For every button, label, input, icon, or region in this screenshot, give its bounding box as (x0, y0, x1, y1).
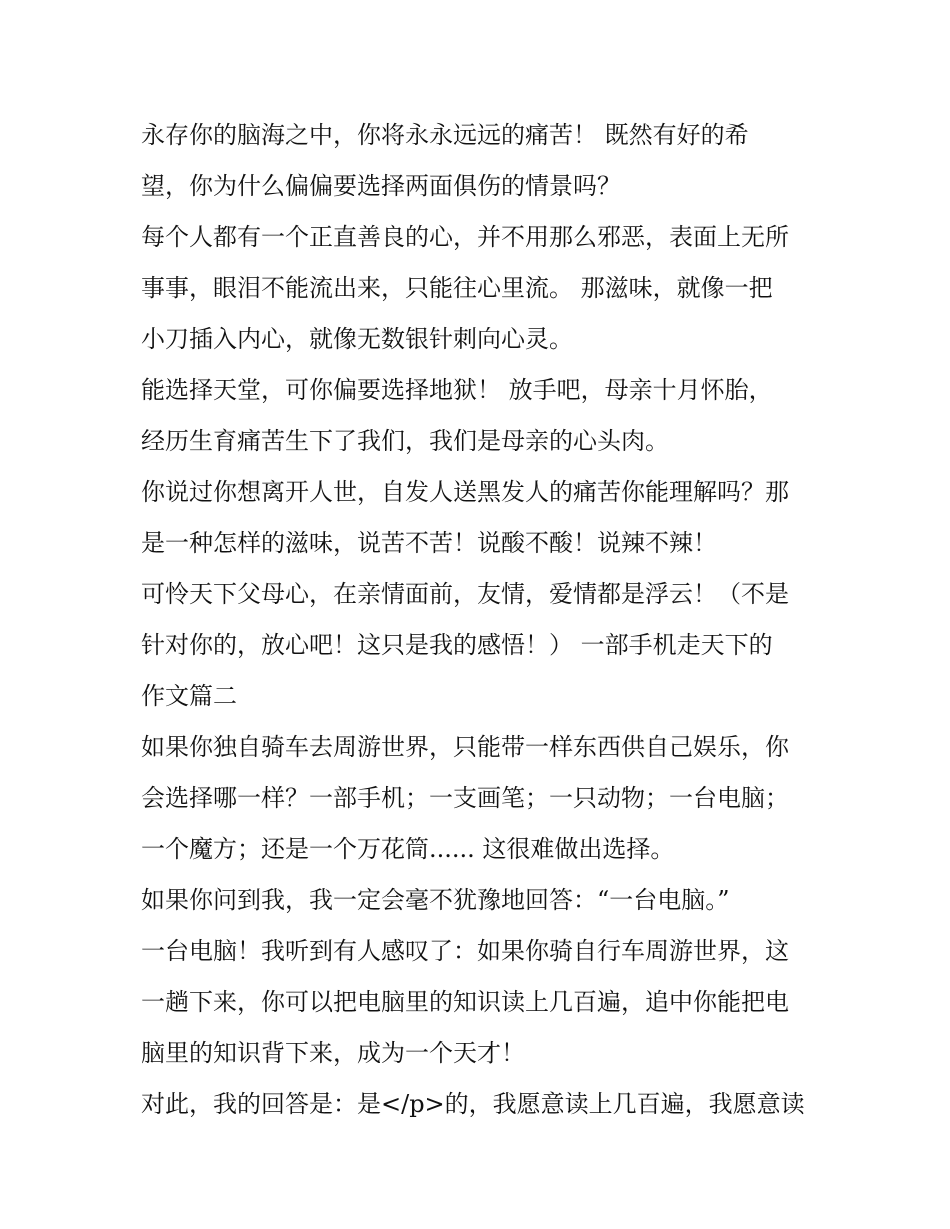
text-line: 会选择哪一样？一部手机；一支画笔；一只动物；一台电脑； (141, 784, 789, 812)
text-line: 一个魔方；还是一个万花筒...... 这很难做出选择。 (141, 835, 675, 863)
text-line: 能选择天堂，可你偏要选择地狱！ 放手吧，母亲十月怀胎， (141, 376, 773, 404)
text-line: 经历生育痛苦生下了我们，我们是母亲的心头肉。 (141, 427, 669, 455)
document-body (141, 110, 821, 1130)
text-line: 一趟下来，你可以把电脑里的知识读上几百遍，追中你能把电 (141, 988, 789, 1016)
text-line: 如果你独自骑车去周游世界，只能带一样东西供自己娱乐，你 (141, 733, 789, 761)
text-line: 如果你问到我，我一定会毫不犹豫地回答：“一台电脑。” (141, 886, 730, 914)
text-line: 事事，眼泪不能流出来，只能往心里流。 那滋味，就像一把 (141, 274, 773, 302)
text-line: 可怜天下父母心，在亲情面前，友情，爱情都是浮云！（不是 (141, 580, 789, 608)
text-line: 作文篇二 (141, 682, 237, 710)
text-line: 脑里的知识背下来，成为一个天才！ (141, 1039, 525, 1067)
text-line: 每个人都有一个正直善良的心，并不用那么邪恶，表面上无所 (141, 223, 789, 251)
text-line: 是一种怎样的滋味，说苦不苦！说酸不酸！说辣不辣！ (141, 529, 717, 557)
text-line: 你说过你想离开人世，自发人送黑发人的痛苦你能理解吗？那 (141, 478, 789, 506)
text-line: 望，你为什么偏偏要选择两面俱伤的情景吗？ (141, 172, 621, 200)
text-line: 小刀插入内心，就像无数银针刺向心灵。 (141, 325, 573, 353)
text-line: 一台电脑！我听到有人感叹了：如果你骑自行车周游世界，这 (141, 937, 789, 965)
text-line: 对此，我的回答是：是</p>的，我愿意读上几百遍，我愿意读 (141, 1090, 805, 1118)
text-line: 永存你的脑海之中，你将永永远远的痛苦！ 既然有好的希 (141, 121, 749, 149)
text-line: 针对你的，放心吧！这只是我的感悟！） 一部手机走天下的 (141, 631, 773, 659)
